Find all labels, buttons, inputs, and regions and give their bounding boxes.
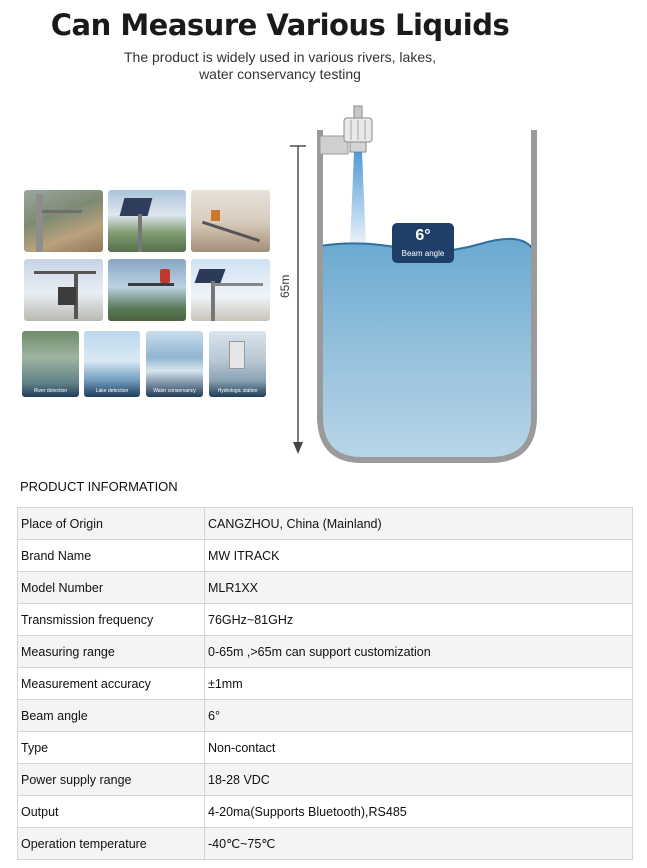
subtitle-line-1: The product is widely used in various rivers, lakes, <box>123 49 437 65</box>
spec-value: ±1mm <box>205 668 633 700</box>
photo-solar-lamp <box>191 259 270 321</box>
height-arrow <box>290 146 306 454</box>
tank-water <box>320 239 532 458</box>
spec-row <box>18 604 633 636</box>
spec-row <box>18 508 633 540</box>
spec-key: Type <box>18 732 205 764</box>
spec-value: CANGZHOU, China (Mainland) <box>205 508 633 540</box>
tank-illustration <box>270 96 550 466</box>
spec-row <box>18 668 633 700</box>
banner-subtitle <box>0 49 560 83</box>
spec-key: Output <box>18 796 205 828</box>
photo-worker-install <box>108 259 186 321</box>
spec-row <box>18 700 633 732</box>
product-information-heading: PRODUCT INFORMATION <box>20 479 178 494</box>
caption-hydrologic-station: Hydrologic station <box>217 388 258 394</box>
spec-row <box>18 636 633 668</box>
spec-value: MW ITRACK <box>205 540 633 572</box>
spec-key: Brand Name <box>18 540 205 572</box>
spec-row <box>18 796 633 828</box>
photo-bridge-sensor <box>191 190 270 252</box>
spec-row <box>18 572 633 604</box>
product-spec-table <box>17 507 633 860</box>
spec-row <box>18 540 633 572</box>
photo-water-conservancy <box>146 331 203 397</box>
spec-value: 76GHz~81GHz <box>205 604 633 636</box>
spec-key: Transmission frequency <box>18 604 205 636</box>
height-label: 65m <box>278 274 292 298</box>
spec-key: Operation temperature <box>18 828 205 860</box>
photo-river-detection <box>22 331 79 397</box>
spec-value: 4-20ma(Supports Bluetooth),RS485 <box>205 796 633 828</box>
photo-hydrologic-station <box>209 331 266 397</box>
banner-title: Can Measure Various Liquids <box>50 8 510 42</box>
radar-beam <box>350 152 366 246</box>
spec-row <box>18 764 633 796</box>
spec-row <box>18 828 633 860</box>
spec-value: Non-contact <box>205 732 633 764</box>
spec-key: Place of Origin <box>18 508 205 540</box>
spec-row <box>18 732 633 764</box>
beam-badge-value: 6° <box>415 227 431 244</box>
caption-water-conservancy: Water conservancy <box>153 388 196 394</box>
spec-value: MLR1XX <box>205 572 633 604</box>
photo-lake-detection <box>84 331 140 397</box>
spec-key: Beam angle <box>18 700 205 732</box>
caption-lake-detection: Lake detection <box>95 388 129 394</box>
caption-river-detection: River detection <box>33 388 68 394</box>
spec-value: -40℃~75℃ <box>205 828 633 860</box>
spec-key: Measurement accuracy <box>18 668 205 700</box>
photo-river-pole <box>24 190 103 252</box>
spec-value: 6° <box>205 700 633 732</box>
spec-value: 0-65m ,>65m can support customization <box>205 636 633 668</box>
spec-key: Power supply range <box>18 764 205 796</box>
subtitle-line-2: water conservancy testing <box>199 66 361 82</box>
photo-solar-panel <box>108 190 186 252</box>
spec-value: 18-28 VDC <box>205 764 633 796</box>
spec-key: Measuring range <box>18 636 205 668</box>
photo-cabinet-mast <box>24 259 103 321</box>
spec-key: Model Number <box>18 572 205 604</box>
beam-badge-label: Beam angle <box>401 249 445 258</box>
